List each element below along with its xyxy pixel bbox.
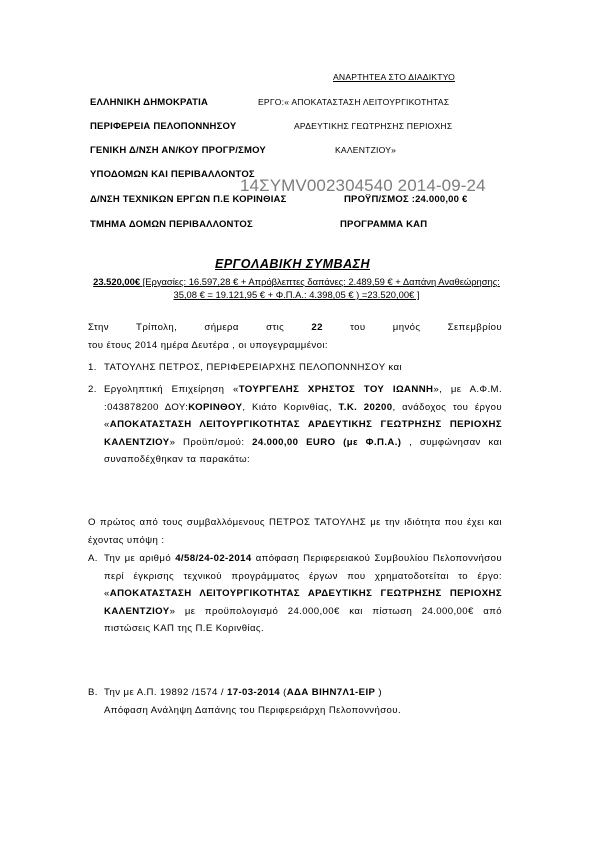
decision-date: 17-03-2014 bbox=[226, 687, 281, 698]
ada-code: ΑΔΑ ΒΙΗΝ7Λ1-ΕΙΡ bbox=[286, 687, 376, 698]
party-1-text: ΤΑΤΟΥΛΗΣ ΠΕΤΡΟΣ, ΠΕΡΙΦΕΡΕΙΑΡΧΗΣ ΠΕΛΟΠΟΝΝΗΣΟΥ και bbox=[104, 362, 402, 373]
item-a-project-name: ΑΠΟΚΑΤΑΣΤΑΣΗ ΛΕΙΤΟΥΡΓΙΚΟΤΗΤΑΣ ΑΡΔΕΥΤΙΚΗΣ ΓΕΩΤΡΗΣΗΣ ΠΕΡΙΟΧΗΣ ΚΑΛΕΝΤΖΙΟΥ bbox=[104, 588, 502, 617]
intro-line-1: Στην Τρίπολη, σήμερα στις 22 του μηνός Σεπεμβρίου bbox=[88, 322, 502, 333]
publication-notice: ΑΝΑΡΤΗΤΕΑ ΣΤΟ ΔΙΑΔΙΚΤΥΟ bbox=[333, 72, 455, 82]
item-a-letter: Α. bbox=[88, 553, 98, 564]
party-1-number: 1. bbox=[88, 362, 97, 373]
project-programme: ΠΡΟΓΡΑΜΜΑ ΚΑΠ bbox=[340, 219, 428, 230]
contract-total: 23.520,00€ bbox=[93, 276, 141, 287]
council-decision-ref: 4/58/24-02-2014 bbox=[175, 553, 252, 564]
first-party-paragraph: Ο πρώτος από τους συμβαλλόμενους ΠΕΤΡΟΣ ΤΑΤΟΥΛΗΣ με την ιδιότητα που έχει και έχοντας υπόψη : bbox=[88, 517, 502, 546]
intro-paragraph bbox=[88, 319, 502, 354]
item-b-letter: Β. bbox=[88, 687, 98, 698]
item-a-text: Την με αριθμό 4/58/24-02-2014 απόφαση Περιφερειακού Συμβουλίου Πελοποννήσου περί έγκρισης τεχνικού προγράμματος έργων που χρηματοδοτείται το έργο: «ΑΠΟΚΑΤΑΣΤΑΣΗ ΛΕΙΤΟΥΡΓΙΚΟΤΗΤΑΣ ΑΡΔΕΥΤΙΚΗΣ ΓΕΩΤΡΗΣΗΣ ΠΕΡΙΟΧΗΣ ΚΑΛΕΝΤΖΙΟΥ» με προϋπολογισμό 24.000,00€ και πίστωση 24.000,00€ από πιστώσεις ΚΑΠ της Π.Ε Κορινθίας. bbox=[104, 553, 502, 634]
postal-code: Τ.Κ. 20200 bbox=[338, 401, 393, 413]
diavgeia-stamp: 14ΣΥΜV002304540 2014-09-24 bbox=[240, 176, 486, 195]
project-name: ΑΠΟΚΑΤΑΣΤΑΣΗ ΛΕΙΤΟΥΡΓΙΚΟΤΗΤΑΣ ΑΡΔΕΥΤΙΚΗΣ ΓΕΩΤΡΗΣΗΣ ΠΕΡΙΟΧΗΣ ΚΑΛΕΝΤΖΙΟΥ bbox=[104, 419, 502, 448]
party-2-text: Εργοληπτική Επιχείρηση «ΤΟΥΡΓΕΛΗΣ ΧΡΗΣΤΟΣ ΤΟΥ ΙΩΑΝΝΗ», με Α.Φ.Μ. :043878200 ΔΟΥ:ΚΟΡΙΝΘΟΥ, Κιάτο Κορινθίας, Τ.Κ. 20200, ανάδοχος του έργου «ΑΠΟΚΑΤΑΣΤΑΣΗ ΛΕΙΤΟΥΡΓΙΚΟΤΗΤΑΣ ΑΡΔΕΥΤΙΚΗΣ ΓΕΩΤΡΗΣΗΣ ΠΕΡΙΟΧΗΣ ΚΑΛΕΝΤΖΙΟΥ» Προϋπ/σμού: 24.000,00 EURO (με Φ.Π.Α.) , συμφώνησαν και συναποδέχθηκαν τα παρακάτω: bbox=[104, 384, 503, 465]
header-tech-works: Δ/ΝΣΗ ΤΕΧΝΙΚΩΝ ΕΡΓΩΝ Π.Ε ΚΟΡΙΝΘΙΑΣ bbox=[90, 194, 287, 205]
item-b-line-2: Απόφαση Ανάληψη Δαπάνης του Περιφερειάρχη Πελοποννήσου. bbox=[104, 704, 402, 716]
item-b-text bbox=[104, 684, 502, 719]
project-title-line-3: ΚΑΛΕΝΤΖΙΟΥ» bbox=[335, 145, 397, 155]
contractor-name: ΤΟΥΡΓΕΛΗΣ ΧΡΗΣΤΟΣ ΤΟΥ ΙΩΑΝΝΗ bbox=[238, 384, 434, 395]
project-budget-amount: 24.000,00 EURO (με Φ.Π.Α.) bbox=[252, 436, 402, 448]
header-region: ΠΕΡΙΦΕΡΕΙΑ ΠΕΛΟΠΟΝΝΗΣΟΥ bbox=[90, 121, 237, 132]
project-title-line-1: ΕΡΓΟ:« ΑΠΟΚΑΤΑΣΤΑΣΗ ΛΕΙΤΟΥΡΓΙΚΟΤΗΤΑΣ bbox=[258, 97, 450, 107]
header-republic: ΕΛΛΗΝΙΚΗ ΔΗΜΟΚΡΑΤΙΑ bbox=[90, 97, 209, 108]
party-2-number: 2. bbox=[88, 384, 97, 395]
project-title-line-2: ΑΡΔΕΥΤΙΚΗΣ ΓΕΩΤΡΗΣΗΣ ΠΕΡΙΟΧΗΣ bbox=[294, 121, 453, 131]
item-b-line-1: Την με Α.Π. 19892 /1574 / 17-03-2014 (ΑΔΑ ΒΙΗΝ7Λ1-ΕΙΡ ) bbox=[104, 687, 382, 698]
header-directorate: ΓΕΝΙΚΗ Δ/ΝΣΗ ΑΝ/ΚΟΥ ΠΡΟΓΡ/ΣΜΟΥ bbox=[90, 145, 266, 156]
header-infrastructure: ΥΠΟΔΟΜΩΝ ΚΑΙ ΠΕΡΙΒΑΛΛΟΝΤΟΣ bbox=[90, 169, 255, 180]
header-department: ΤΜΗΜΑ ΔΟΜΩΝ ΠΕΡΙΒΑΛΛΟΝΤΟΣ bbox=[90, 219, 253, 230]
project-budget: ΠΡΟΫΠ/ΣΜΟΣ :24.000,00 € bbox=[344, 194, 468, 205]
intro-day: 22 bbox=[311, 322, 323, 333]
contract-breakdown: [Εργασίες: 16.597,28 € + Απρόβλεπτες δαπάνες: 2.489,59 € + Δαπάνη Αναθεώρησης: 35,08 € = 19.121,95 € + Φ.Π.Α.: 4.398,05 € ) =23.520,00€ ] bbox=[140, 276, 500, 300]
contract-amount bbox=[88, 275, 505, 301]
intro-line-2: του έτους 2014 ημέρα Δευτέρα , οι υπογεγραμμένοι: bbox=[88, 339, 328, 351]
document-title: ΕΡΓΟΛΑΒΙΚΗ ΣΥΜΒΑΣΗ bbox=[215, 257, 371, 271]
tax-office: ΚΟΡΙΝΘΟΥ bbox=[188, 401, 243, 413]
